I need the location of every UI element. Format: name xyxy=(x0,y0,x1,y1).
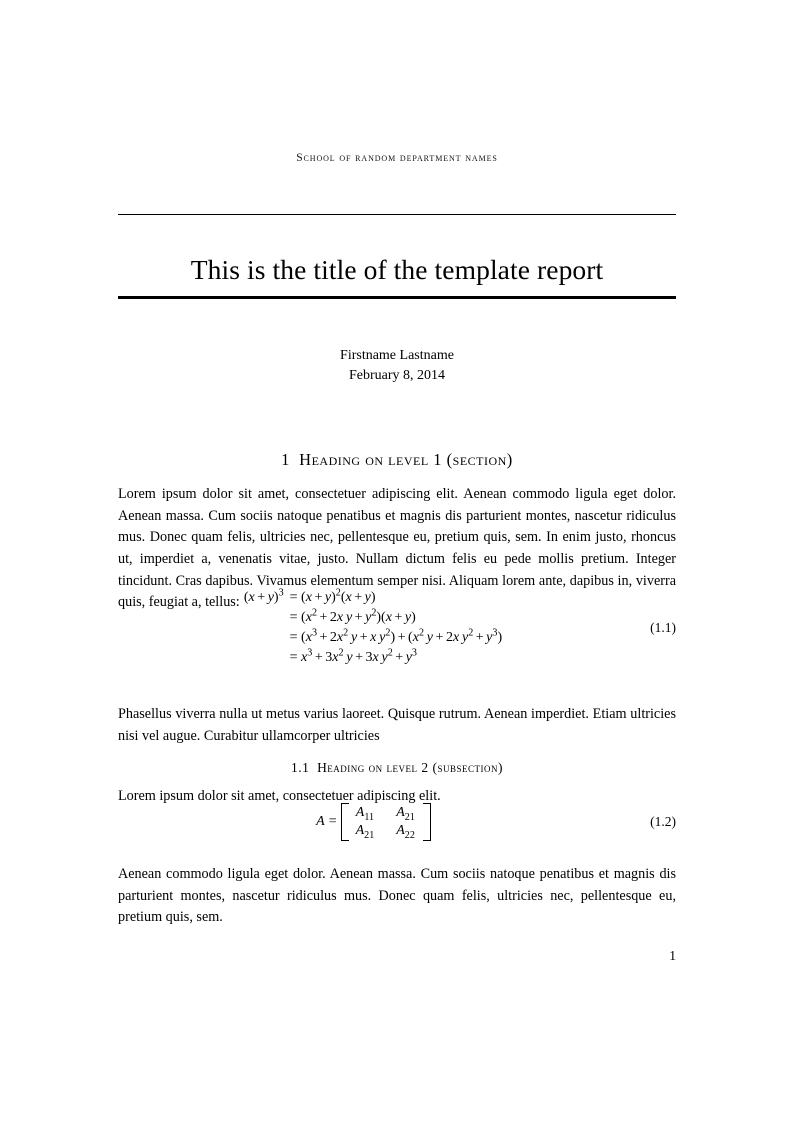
equation-1-2-tag: (1.2) xyxy=(650,814,676,829)
matrix-relation: = xyxy=(328,814,337,829)
matrix-cell-r1c2: $A_{21}$ xyxy=(396,805,415,823)
subsection-number: 1.1 xyxy=(290,759,310,775)
equation-line-1-rhs: = $(x + y)^2(x + y)$ xyxy=(289,587,376,605)
section-1-paragraph-2: Phasellus viverra nulla ut metus varius laoreet. Quisque rutrum. Aenean imperdiet. Etiam ultricies nisi vel augue. Curabitur ullamcorper ultricies xyxy=(118,706,676,744)
page-number: 1 xyxy=(669,948,676,963)
equation-1-1 xyxy=(118,587,676,666)
running-head: School of random department names xyxy=(296,152,498,164)
equation-1-1-body xyxy=(243,587,503,666)
title-rule-bottom xyxy=(118,296,676,299)
subsection-1-1-paragraph-2: Aenean commodo ligula eget dolor. Aenean massa. Cum sociis natoque penatibus et magnis dis parturient montes, nascetur ridiculus mus. Donec quam felis, ultricies nec, pellentesque eu, pretium quis, sem. xyxy=(118,866,676,926)
heading-subsection-1-1 xyxy=(118,760,676,776)
author-block xyxy=(118,346,676,387)
subsection-title: Heading on level 2 (subsection) xyxy=(317,759,504,775)
equation-line-3-rhs: = ($x^3 + 2x^2$ y + x $y^2) + (x^2$ y + 2x $y^2 + y^3$) xyxy=(289,627,503,645)
matrix-cell-r1c1: $A_{11}$ xyxy=(355,805,375,823)
title-rule-top xyxy=(118,214,676,215)
equation-line-1-lhs: $(x + y)^3$ xyxy=(243,587,284,605)
equation-1-2 xyxy=(118,803,676,841)
page-title: This is the title of the template report xyxy=(190,254,604,286)
document-date: February 8, 2014 xyxy=(348,368,446,384)
author-name: Firstname Lastname xyxy=(340,348,454,363)
heading-section-1 xyxy=(118,450,676,470)
section-title: Heading on level 1 (section) xyxy=(299,449,513,469)
matrix-bracket-left-icon xyxy=(341,803,348,841)
matrix-cell-r2c1: $A_{21}$ xyxy=(355,823,375,841)
equation-1-1-tag: (1.1) xyxy=(650,620,676,635)
subsection-1-1-paragraph-1: Lorem ipsum dolor sit amet, consectetuer adipiscing elit. xyxy=(118,788,441,805)
equation-line-4-rhs: = $x^3 + 3x^2$ y + 3x $y^2 + y^3$ xyxy=(289,647,417,665)
section-number: 1 xyxy=(281,449,290,469)
equation-line-2-rhs: = ($x^2 + 2x$ $y + y^2)(x + y)$ xyxy=(289,607,416,625)
matrix-cells xyxy=(352,803,419,841)
matrix-cell-r2c2: $A_{22}$ xyxy=(396,823,415,841)
matrix-bracket-right-icon xyxy=(423,803,430,841)
equation-1-2-body xyxy=(316,803,430,841)
section-1-paragraph-1: Lorem ipsum dolor sit amet, consectetuer adipiscing elit. Aenean commodo ligula eget dolor. Aenean massa. Cum sociis natoque penatibus et magnis dis parturient montes, nascetur ridiculus mus. Donec quam felis, ultricies nec, pellentesque eu, pretium quis, sem. In enim justo, rhoncus ut, imperdiet a, venenatis vitae, justo. Nullam dictum felis eu pede mollis pretium. Integer tincidunt. Cras dapibus. Vivamus elementum semper nisi. Aliquam lorem ante, dapibus in, viverra quis, feugiat a, tellus: xyxy=(118,486,676,611)
matrix-label: A xyxy=(316,814,325,829)
